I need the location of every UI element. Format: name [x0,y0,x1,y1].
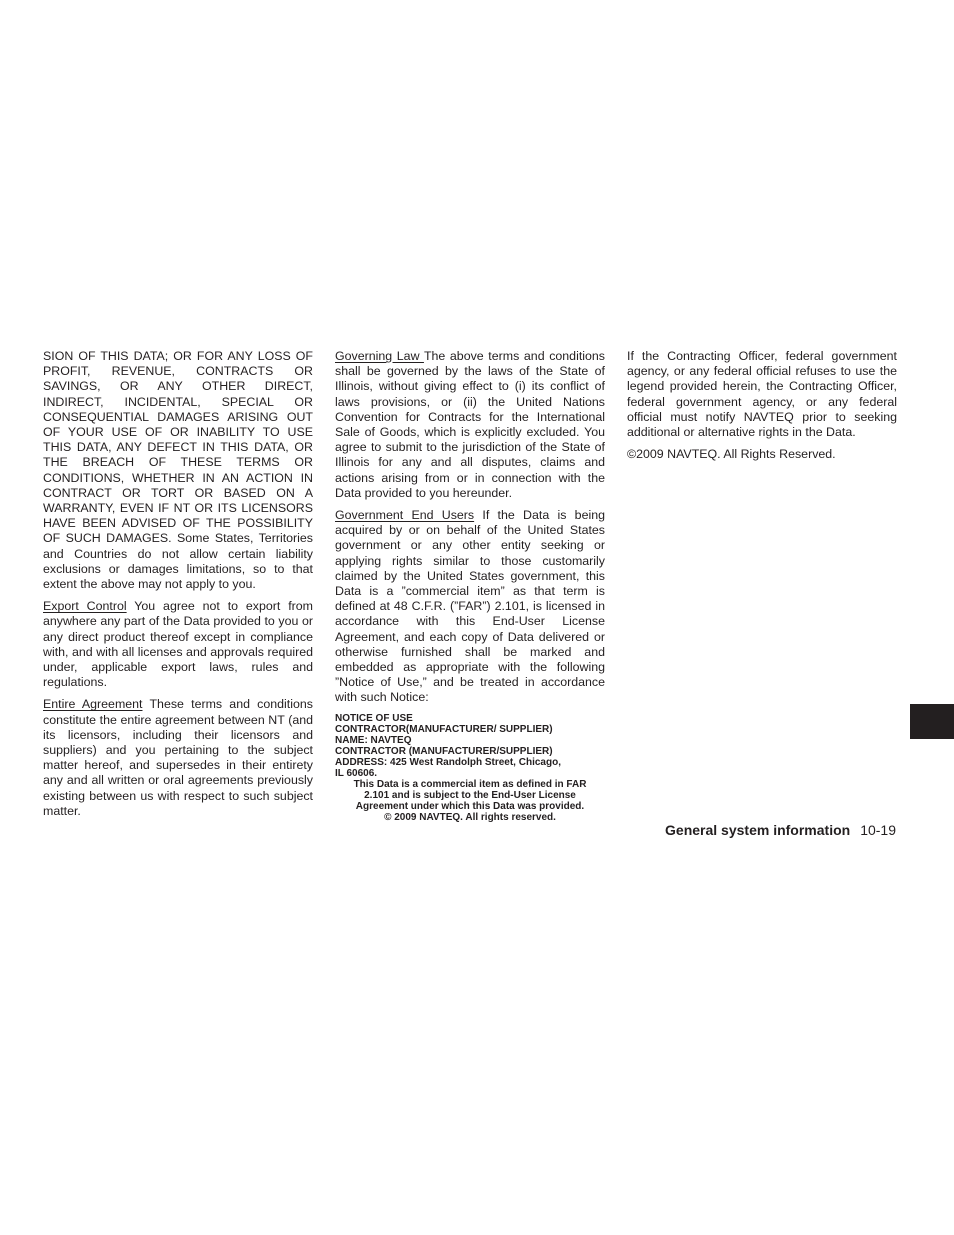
notice-line: NOTICE OF USE [335,712,413,724]
notice-line: This Data is a commercial item as defined in FAR [353,778,587,790]
notice-of-use-block [335,713,605,823]
notice-line: NAME: NAVTEQ [335,734,412,746]
notice-line: 2.101 and is subject to the End-User License [364,789,576,801]
section-title: General system information [665,822,851,838]
notice-line: © 2009 NAVTEQ. All rights reserved. [384,811,556,823]
governing-law-text: The above terms and conditions shall be governed by the laws of the State of Illinois, without giving effect to (i) its conflict of laws provisions, or (ii) the United Nations Convention for Contracts for the International Sale of Goods, which is explicitly excluded. You agree to submit to the jurisdiction of the State of Illinois for any and all disputes, claims and actions arising from or in connection with the Data provided to you hereunder. [335,349,606,500]
export-control-text: You agree not to export from anywhere any part of the Data provided to you or any direct product thereof except in compliance with, and with all licenses and approvals required under, applicable export laws, rules and regulations. [43,599,313,690]
page-number: 10-19 [860,822,896,838]
governing-law-paragraph [335,349,605,501]
export-control-term: Export Control [43,599,127,614]
notice-line: CONTRACTOR(MANUFACTURER/ SUPPLIER) [335,723,553,735]
text-column-middle [335,349,605,823]
text-column-right [627,349,897,469]
government-end-users-text: If the Data is being acquired by or on behalf of the United States government or any other entity seeking or applying rights similar to those customarily claimed by the United States government, this Data is a ”commercial item” as that term is defined at 48 C.F.R. (”FAR”) 2.101, is licensed in accordance with this End-User License Agreement, and each copy of Data delivered or otherwise furnished shall be marked and embedded as appropriate with the following ”Notice of Use,” and be treated in accordance with such Notice: [335,508,606,705]
governing-law-term: Governing Law [335,349,424,363]
copyright-line: ©2009 NAVTEQ. All Rights Reserved. [627,447,836,462]
entire-agreement-paragraph [43,697,313,819]
entire-agreement-text: These terms and conditions constitute the entire agreement between NT (and its licensors, including their licensors and suppliers) and you pertaining to the subject matter hereof, and supersedes in their entirety any and all written or oral agreements previously existing between us with respect to such subject matter. [43,697,313,818]
notice-line: CONTRACTOR (MANUFACTURER/SUPPLIER) [335,745,553,757]
page-footer [665,822,896,838]
text-column-left [43,349,313,826]
liability-paragraph: SION OF THIS DATA; OR FOR ANY LOSS OF PROFIT, REVENUE, CONTRACTS OR SAVINGS, OR ANY OTHER DIRECT, INDIRECT, INCIDENTAL, SPECIAL OR CONSEQUENTIAL DAMAGES ARISING OUT OF YOUR USE OF OR INABILITY TO USE THIS DATA, ANY DEFECT IN THIS DATA, OR THE BREACH OF THESE TERMS OR CONDITIONS, WHETHER IN AN ACTION IN CONTRACT OR TORT OR BASED ON A WARRANTY, EVEN IF NT OR ITS LICENSORS HAVE BEEN ADVISED OF THE POSSIBILITY OF SUCH DAMAGES. Some States, Territories and Countries do not allow certain liability exclusions or damages limitations, so to that extent the above may not apply to you. [43,349,313,592]
notice-line: IL 60606. [335,767,378,779]
government-end-users-term: Government End Users [335,508,475,523]
notice-line: Agreement under which this Data was provided. [355,800,585,812]
government-end-users-paragraph [335,508,605,706]
export-control-paragraph [43,599,313,690]
section-thumb-tab [910,704,954,739]
entire-agreement-term: Entire Agreement [43,697,143,712]
notice-line: ADDRESS: 425 West Randolph Street, Chicago, [335,756,561,768]
contracting-officer-paragraph: If the Contracting Officer, federal government agency, or any federal official refuses to use the legend provided herein, the Contracting Officer, federal government agency, or any federal official must notify NAVTEQ prior to seeking additional or alternative rights in the Data. [627,349,897,440]
